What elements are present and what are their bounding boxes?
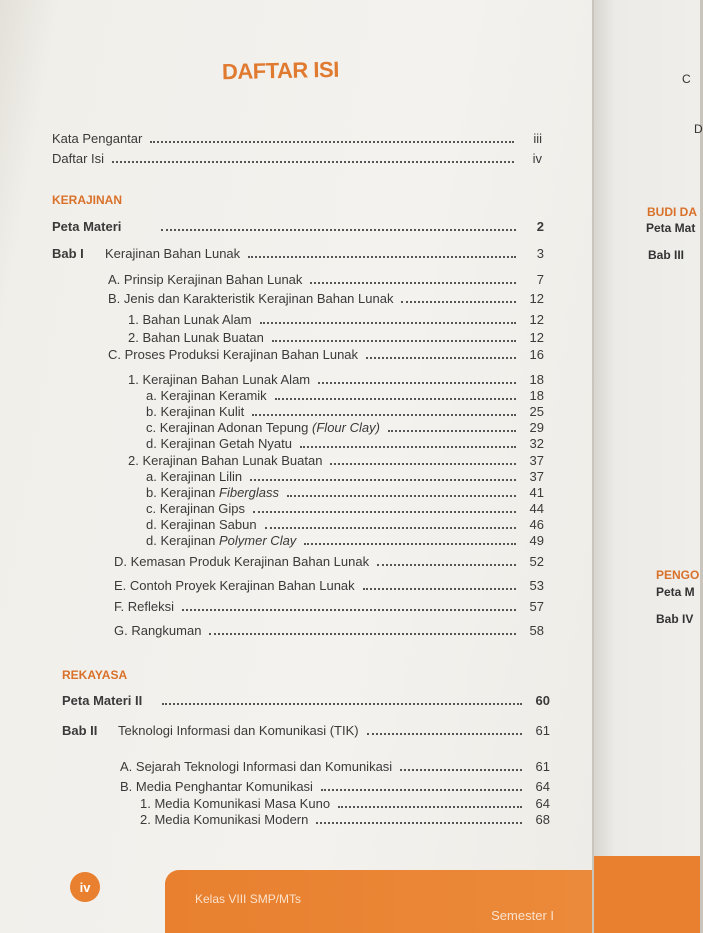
toc-entry[interactable]: d. Kerajinan Sabun 46: [146, 517, 544, 532]
adjacent-heading: BUDI DA: [647, 205, 697, 219]
adjacent-fragment: D: [694, 122, 703, 136]
toc-entry[interactable]: 1. Kerajinan Bahan Lunak Alam 18: [128, 372, 544, 387]
page-number-badge: iv: [70, 872, 100, 902]
toc-entry[interactable]: F. Refleksi 57: [114, 599, 544, 614]
toc-entry[interactable]: A. Prinsip Kerajinan Bahan Lunak 7: [108, 272, 544, 287]
toc-entry[interactable]: D. Kemasan Produk Kerajinan Bahan Lunak 52: [114, 554, 544, 569]
adjacent-fragment: Peta M: [656, 585, 695, 599]
toc-entry[interactable]: c. Kerajinan Adonan Tepung (Flour Clay) 29: [146, 420, 544, 435]
page-title: DAFTAR ISI: [221, 56, 340, 85]
toc-entry[interactable]: a. Kerajinan Keramik 18: [146, 388, 544, 403]
toc-entry[interactable]: b. Kerajinan Kulit 25: [146, 404, 544, 419]
toc-entry[interactable]: Kata Pengantar iii: [52, 131, 542, 146]
toc-entry[interactable]: 2. Media Komunikasi Modern 68: [140, 812, 550, 827]
toc-entry[interactable]: B. Jenis dan Karakteristik Kerajinan Bahan Lunak 12: [108, 291, 544, 306]
toc-entry[interactable]: 2. Kerajinan Bahan Lunak Buatan 37: [128, 453, 544, 468]
adjacent-heading: PENGO: [656, 568, 700, 582]
adjacent-fragment: Bab IV: [656, 612, 694, 626]
footer-class-label: Kelas VIII SMP/MTs: [195, 892, 302, 906]
toc-entry[interactable]: d. Kerajinan Polymer Clay 49: [146, 533, 544, 548]
toc-entry[interactable]: a. Kerajinan Lilin 37: [146, 469, 544, 484]
toc-entry[interactable]: G. Rangkuman 58: [114, 623, 544, 638]
footer-semester-label: Semester I: [491, 908, 554, 923]
adjacent-fragment: C: [682, 72, 691, 86]
toc-bab[interactable]: Bab II Teknologi Informasi dan Komunikasi (TIK) 61: [62, 723, 550, 738]
toc-entry[interactable]: A. Sejarah Teknologi Informasi dan Komunikasi 61: [120, 759, 550, 774]
adjacent-fragment: Peta Mat: [646, 221, 696, 235]
toc-bab[interactable]: Bab I Kerajinan Bahan Lunak 3: [52, 246, 544, 261]
toc-peta-materi[interactable]: Peta Materi II 60: [62, 693, 550, 708]
section-heading-kerajinan: KERAJINAN: [52, 193, 123, 207]
section-heading-rekayasa: REKAYASA: [62, 668, 128, 682]
toc-entry[interactable]: B. Media Penghantar Komunikasi 64: [120, 779, 550, 794]
toc-entry[interactable]: E. Contoh Proyek Kerajinan Bahan Lunak 53: [114, 578, 544, 593]
adjacent-page: [594, 0, 703, 933]
toc-entry[interactable]: 1. Media Komunikasi Masa Kuno 64: [140, 796, 550, 811]
toc-entry[interactable]: d. Kerajinan Getah Nyatu 32: [146, 436, 544, 451]
toc-peta-materi[interactable]: Peta Materi 2: [52, 219, 544, 234]
toc-entry[interactable]: 2. Bahan Lunak Buatan 12: [128, 330, 544, 345]
adjacent-footer-band: [594, 856, 700, 933]
toc-entry[interactable]: C. Proses Produksi Kerajinan Bahan Lunak 16: [108, 347, 544, 362]
toc-entry[interactable]: b. Kerajinan Fiberglass 41: [146, 485, 544, 500]
footer-band: [165, 870, 592, 933]
toc-entry[interactable]: Daftar Isi iv: [52, 151, 542, 166]
toc-entry[interactable]: 1. Bahan Lunak Alam 12: [128, 312, 544, 327]
adjacent-fragment: Bab III: [648, 248, 685, 262]
toc-entry[interactable]: c. Kerajinan Gips 44: [146, 501, 544, 516]
